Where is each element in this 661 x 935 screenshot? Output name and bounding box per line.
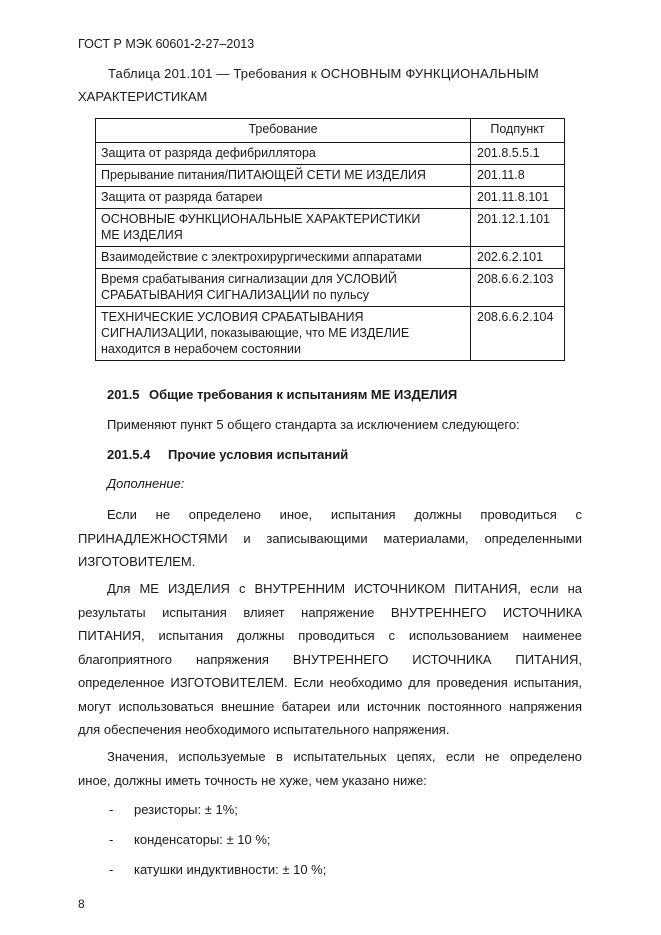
addition-label: Дополнение: xyxy=(107,476,185,491)
table-row xyxy=(96,187,565,209)
requirement-text: ОСНОВНЫЕ ФУНКЦИОНАЛЬНЫЕ ХАРАКТЕРИСТИКИ xyxy=(101,212,421,226)
table-caption-continued: ХАРАКТЕРИСТИКАМ xyxy=(78,89,208,104)
paragraph-internal-power xyxy=(78,577,582,742)
section-intro-text: Применяют пункт 5 общего стандарта за исключением следующего: xyxy=(107,417,520,432)
bullet-dash: - xyxy=(109,802,114,817)
section-number: 201.5 xyxy=(107,387,140,402)
column-header-requirement: Требование xyxy=(96,119,471,143)
paragraph-line: ПРИНАДЛЕЖНОСТЯМИ и записывающими материалами, определенными xyxy=(78,530,582,546)
paragraph-accuracy xyxy=(78,745,582,792)
list-item-text: конденсаторы: ± 10 %; xyxy=(134,832,271,847)
requirement-cell xyxy=(96,247,471,269)
requirement-text: ТЕХНИЧЕСКИЕ УСЛОВИЯ СРАБАТЫВАНИЯ xyxy=(101,310,364,324)
requirement-text: Время срабатывания сигнализации для УСЛОВИЙ xyxy=(101,272,397,286)
table-row xyxy=(96,165,565,187)
requirement-cell xyxy=(96,187,471,209)
requirement-cell xyxy=(96,269,471,307)
table-header-row xyxy=(96,119,565,143)
requirements-table xyxy=(95,118,565,361)
paragraph-line: иное, должны иметь точность не хуже, чем указано ниже: xyxy=(78,772,427,788)
requirement-cell xyxy=(96,143,471,165)
section-title: Общие требования к испытаниям МЕ ИЗДЕЛИЯ xyxy=(149,387,458,402)
table-caption: Таблица 201.101 — Требования к ОСНОВНЫМ ФУНКЦИОНАЛЬНЫМ xyxy=(108,66,539,81)
table-row xyxy=(96,143,565,165)
table-row xyxy=(96,269,565,307)
clause-cell: 201.11.8.101 xyxy=(471,187,565,209)
bullet-dash: - xyxy=(109,862,114,877)
paragraph-line: для обеспечения необходимого испытательного напряжения. xyxy=(78,722,450,737)
requirement-cell xyxy=(96,165,471,187)
table-row xyxy=(96,307,565,361)
page-number: 8 xyxy=(78,897,85,911)
clause-cell: 201.12.1.101 xyxy=(471,209,565,247)
requirement-text: СРАБАТЫВАНИЯ СИГНАЛИЗАЦИИ по пульсу xyxy=(101,288,370,302)
requirement-text: Защита от разряда батареи xyxy=(101,190,263,204)
table-row xyxy=(96,209,565,247)
requirement-text: МЕ ИЗДЕЛИЯ xyxy=(101,228,183,242)
requirement-text: СИГНАЛИЗАЦИИ, показывающие, что МЕ ИЗДЕЛИЕ xyxy=(101,326,410,340)
paragraph-line: определенное ИЗГОТОВИТЕЛЕМ. Если необходимо для проведения испытания, xyxy=(78,675,582,690)
clause-cell: 202.6.2.101 xyxy=(471,247,565,269)
clause-cell: 201.11.8 xyxy=(471,165,565,187)
document-header: ГОСТ Р МЭК 60601-2-27–2013 xyxy=(78,37,255,51)
paragraph-line: ИЗГОТОВИТЕЛЕМ. xyxy=(78,554,196,569)
bullet-dash: - xyxy=(109,832,114,847)
paragraph-line: результаты испытания влияет напряжение ВНУТРЕННЕГО ИСТОЧНИКА xyxy=(78,604,582,620)
paragraph-line: могут использоваться внешние батареи или источник постоянного напряжения xyxy=(78,698,582,714)
table-row xyxy=(96,247,565,269)
subsection-number: 201.5.4 xyxy=(107,447,151,462)
list-item-text: катушки индуктивности: ± 10 %; xyxy=(134,862,327,877)
list-item-text: резисторы: ± 1%; xyxy=(134,802,238,817)
requirement-text: находится в нерабочем состоянии xyxy=(101,342,301,356)
clause-cell: 201.8.5.5.1 xyxy=(471,143,565,165)
requirement-cell xyxy=(96,307,471,361)
paragraph-line: Значения, используемые в испытательных цепях, если не определено xyxy=(107,749,582,764)
column-header-clause: Подпункт xyxy=(471,119,565,143)
paragraph-line: благоприятного напряжения ВНУТРЕННЕГО ИСТОЧНИКА ПИТАНИЯ, xyxy=(78,651,582,667)
paragraph-line: ПИТАНИЯ, испытания должны проводиться с использованием наименее xyxy=(78,628,582,643)
paragraph-line: Для МЕ ИЗДЕЛИЯ с ВНУТРЕННИМ ИСТОЧНИКОМ ПИТАНИЯ, если на xyxy=(107,581,582,596)
requirement-text: Прерывание питания/ПИТАЮЩЕЙ СЕТИ МЕ ИЗДЕЛИЯ xyxy=(101,168,426,182)
clause-cell: 208.6.6.2.104 xyxy=(471,307,565,361)
requirement-cell xyxy=(96,209,471,247)
paragraph-accessories xyxy=(78,503,582,574)
clause-cell: 208.6.6.2.103 xyxy=(471,269,565,307)
subsection-title: Прочие условия испытаний xyxy=(168,447,349,462)
paragraph-line: Если не определено иное, испытания должны проводиться с xyxy=(107,507,582,522)
requirement-text: Взаимодействие с электрохирургическими аппаратами xyxy=(101,250,422,264)
requirement-text: Защита от разряда дефибриллятора xyxy=(101,146,316,160)
